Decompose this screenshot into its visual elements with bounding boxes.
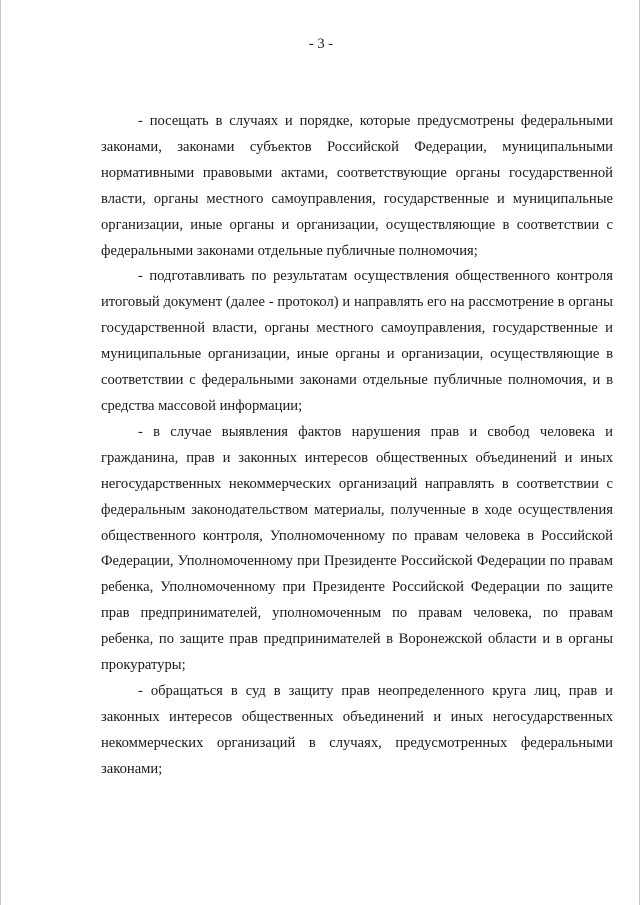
paragraph-visit-organs: - посещать в случаях и порядке, которые предусмотрены федеральными законами, законами субъектов Российской Федерации, муниципальными нормативными правовыми актами, соответствующие органы государственной власти, органы местного самоуправления, государственные и муниципальные организации, иные органы и организации, осуществляющие в соответствии с федеральными законами отдельные публичные полномочия; — [101, 113, 613, 259]
document-body — [101, 109, 613, 783]
paragraph-prepare-protocol: - подготавливать по результатам осуществления общественного контроля итоговый документ (далее - протокол) и направлять его на рассмотрение в органы государственной власти, органы местного самоуправления, государственные и муниципальные организации, иные органы и организации, осуществляющие в соответствии с федеральными законами отдельные публичные полномочия, и в средства массовой информации; — [101, 268, 613, 414]
paragraph-send-materials: - в случае выявления фактов нарушения прав и свобод человека и гражданина, прав и законных интересов общественных объединений и иных негосударственных некоммерческих организаций направлять в соответствии с федеральным законодательством материалы, полученные в ходе осуществления общественного контроля, Уполномоченному по правам человека в Российской Федерации, Уполномоченному при Президенте Российской Федерации по правам ребенка, Уполномоченному при Президенте Российской Федерации по защите прав предпринимателей, уполномоченным по правам человека, по правам ребенка, по защите прав предпринимателей в Воронежской области и в органы прокуратуры; — [101, 423, 613, 674]
paragraph-apply-to-court: - обращаться в суд в защиту прав неопределенного круга лиц, прав и законных интересов общественных объединений и иных негосударственных некоммерческих организаций в случаях, предусмотренных федеральными законами; — [101, 682, 613, 777]
page-number: - 3 - — [308, 36, 334, 52]
